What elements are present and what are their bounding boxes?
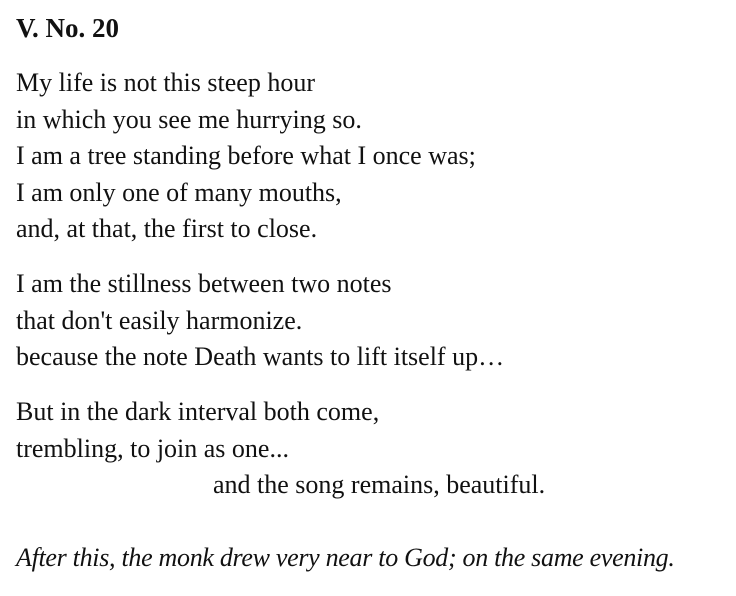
poem-line: because the note Death wants to lift itself up… xyxy=(16,342,505,371)
poem-line: I am the stillness between two notes xyxy=(16,269,392,298)
poem-line: I am a tree standing before what I once was; xyxy=(16,141,476,170)
poem-line-indented: and the song remains, beautiful. xyxy=(213,470,546,499)
stanza-3 xyxy=(16,394,545,504)
poem-line: in which you see me hurrying so. xyxy=(16,104,362,134)
stanza-1 xyxy=(16,65,476,248)
poem-title: V. No. 20 xyxy=(16,13,120,43)
poem-line: I am only one of many mouths, xyxy=(16,177,342,207)
footer-note: After this, the monk drew very near to God; on the same evening. xyxy=(16,543,675,572)
poem-line: My life is not this steep hour xyxy=(16,68,315,97)
poem-line: trembling, to join as one... xyxy=(16,433,289,463)
poem-line: and, at that, the first to close. xyxy=(16,214,318,243)
stanza-2 xyxy=(16,266,504,376)
poem-line: that don't easily harmonize. xyxy=(16,305,303,335)
poem-line: But in the dark interval both come, xyxy=(16,397,380,426)
